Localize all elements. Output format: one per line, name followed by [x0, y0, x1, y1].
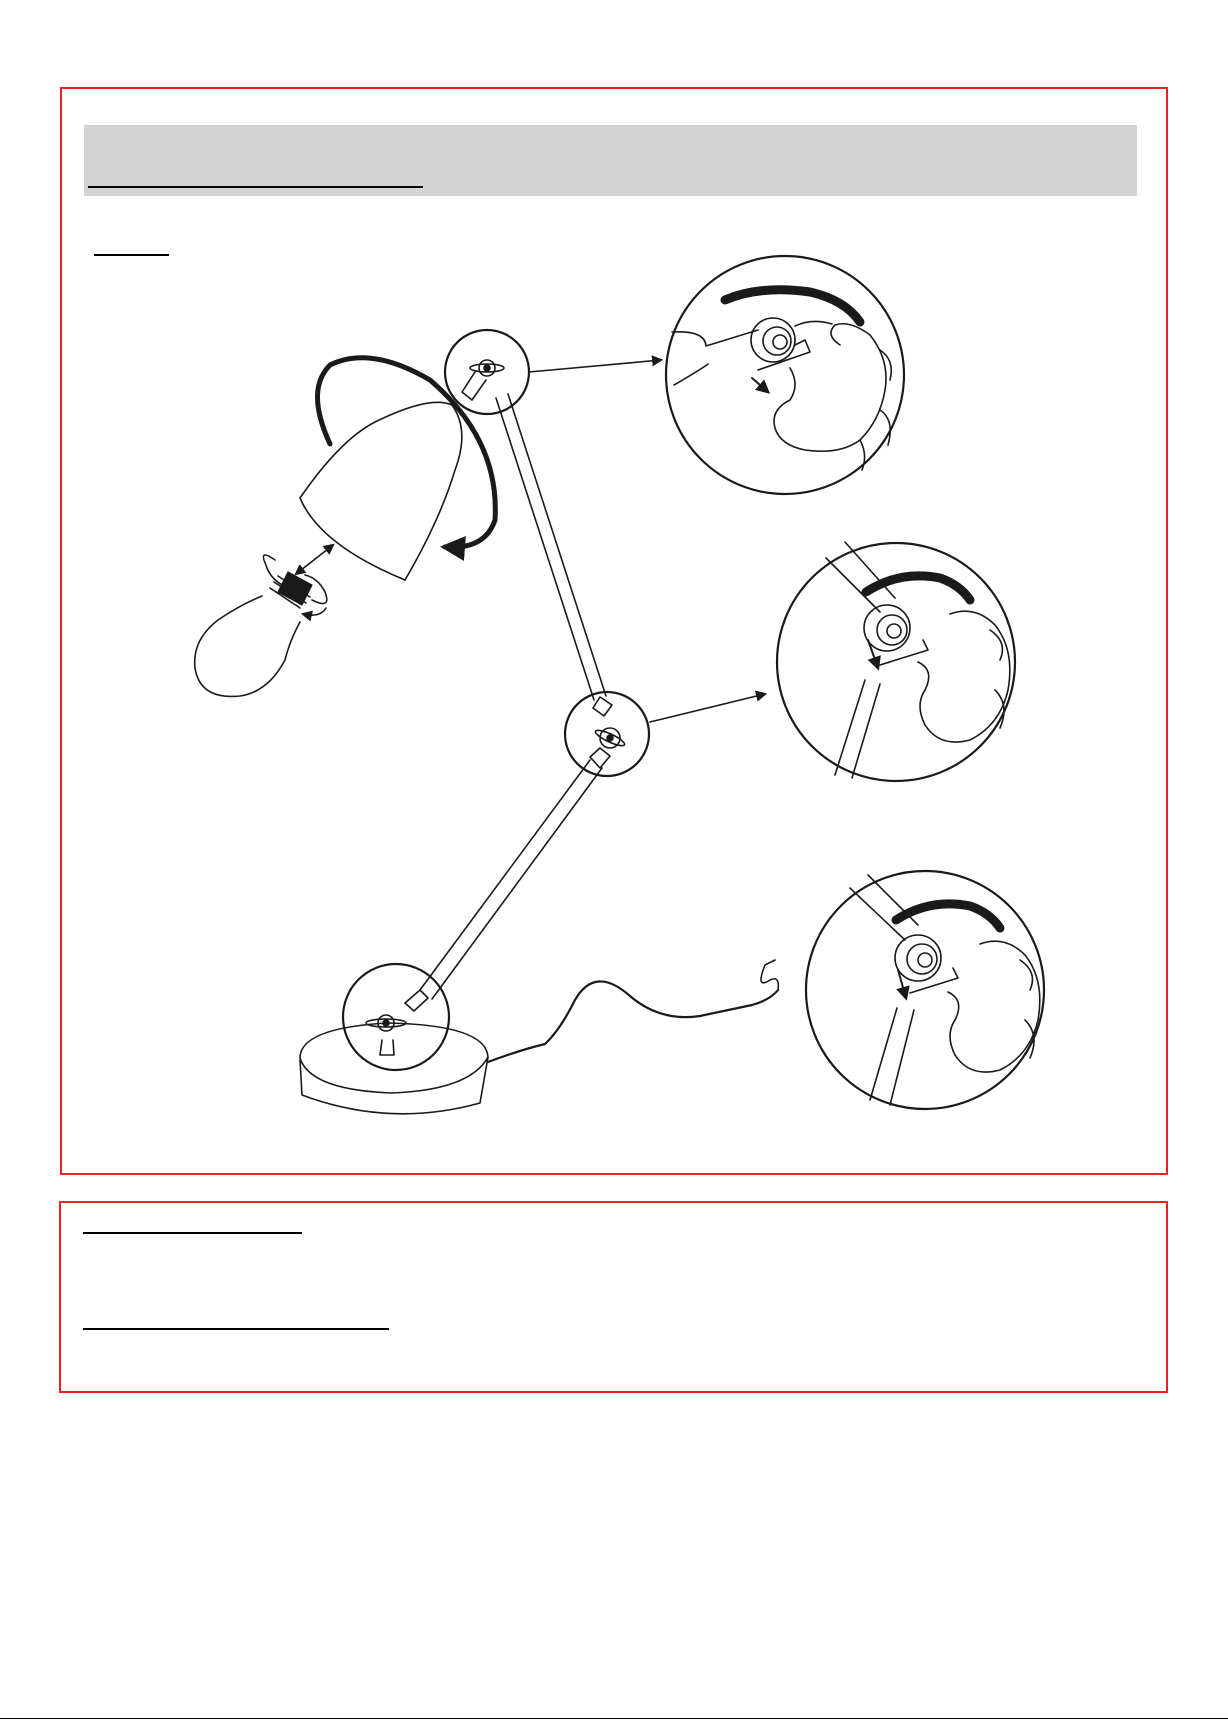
- note1-underline: [83, 1232, 302, 1234]
- detail-circle-middle: [777, 542, 1015, 781]
- light-bulb: [195, 572, 312, 696]
- upper-arm: [496, 394, 606, 700]
- pointer-arrow-middle: [650, 694, 765, 722]
- base-joint: [343, 964, 449, 1070]
- middle-joint: [565, 692, 649, 776]
- detail-circle-top: [666, 256, 904, 494]
- lower-arm: [420, 760, 602, 999]
- lamp-base: [300, 960, 778, 1114]
- bulb-insert-arrow: [296, 545, 333, 574]
- page-bottom-rule: [0, 1718, 1228, 1719]
- bulb-rotate-arrow-tip: [303, 608, 326, 615]
- top-joint: [445, 330, 529, 414]
- notes-frame: [59, 1201, 1168, 1393]
- detail-circle-bottom: [806, 871, 1044, 1109]
- note2-underline: [83, 1328, 389, 1330]
- shade-rotate-arrow: [318, 358, 496, 548]
- pointer-arrow-top: [529, 360, 661, 372]
